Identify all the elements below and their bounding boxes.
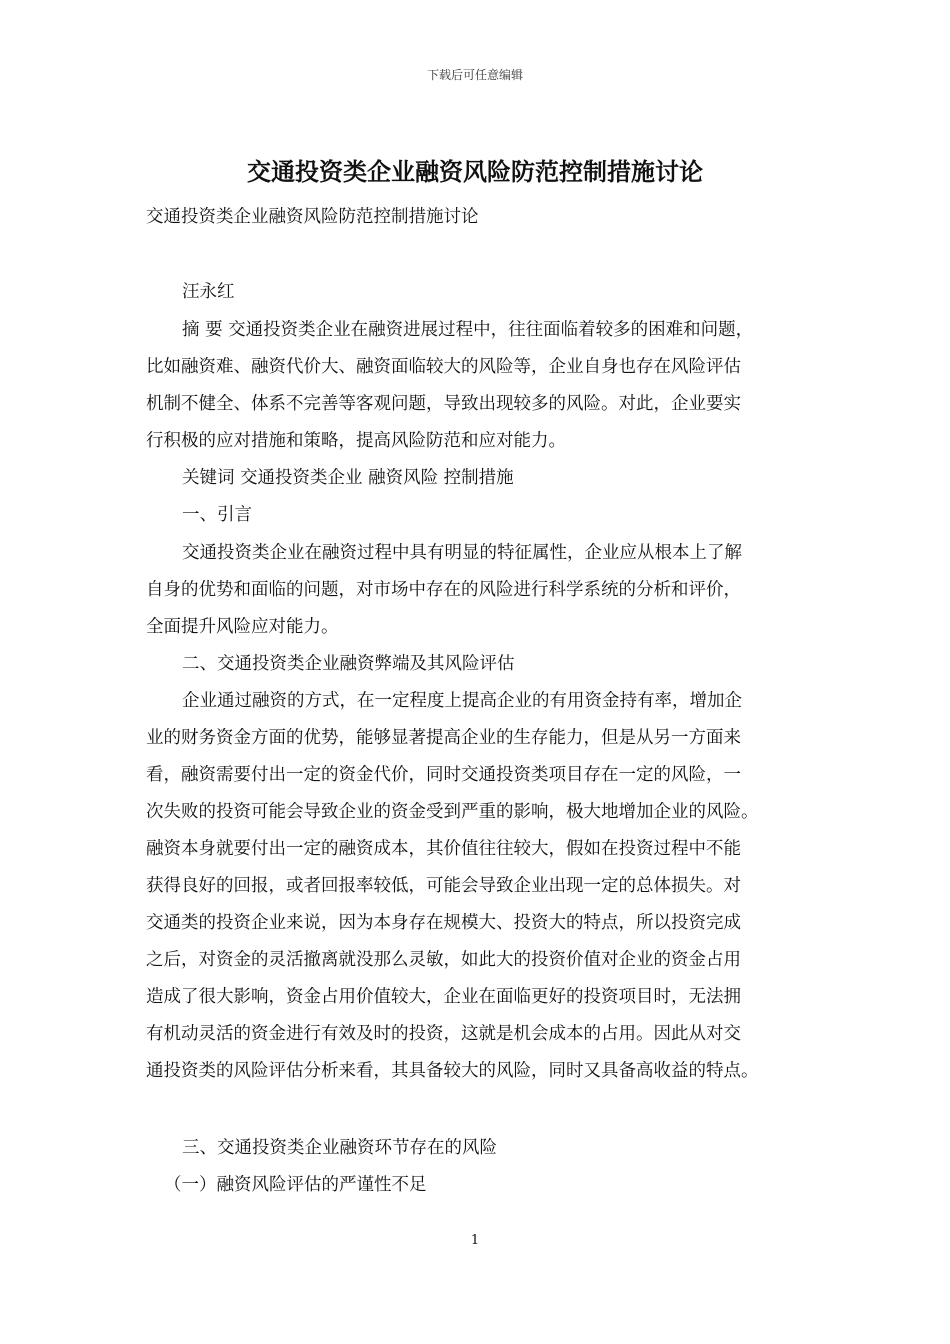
paragraph-line: 造成了很大影响，资金占用价值较大，企业在面临更好的投资项目时，无法拥: [146, 987, 741, 1007]
subsection-heading: （一）融资风险评估的严谨性不足: [164, 1175, 427, 1195]
paragraph-line: 交通投资类企业在融资过程中具有明显的特征属性，企业应从根本上了解: [182, 543, 742, 563]
abstract-line: 比如融资难、融资代价大、融资面临较大的风险等，企业自身也存在风险评估: [146, 357, 741, 377]
paragraph-line: 交通类的投资企业来说，因为本身存在规模大、投资大的特点，所以投资完成: [146, 913, 741, 933]
keywords: 关键词 交通投资类企业 融资风险 控制措施: [182, 468, 514, 488]
paragraph-line: 获得良好的回报，或者回报率较低，可能会导致企业出现一定的总体损失。对: [146, 876, 741, 896]
header-note: 下载后可任意编辑: [426, 68, 523, 82]
section-heading: 一、引言: [182, 505, 252, 525]
paragraph-line: 通投资类的风险评估分析来看，其具备较大的风险，同时又具备高收益的特点。: [146, 1061, 759, 1081]
subtitle: 交通投资类企业融资风险防范控制措施讨论: [146, 207, 479, 227]
paragraph-line: 有机动灵活的资金进行有效及时的投资，这就是机会成本的占用。因此从对交: [146, 1024, 741, 1044]
paragraph-line: 之后，对资金的灵活撤离就没那么灵敏，如此大的投资价值对企业的资金占用: [146, 950, 741, 970]
author: 汪永红: [182, 282, 235, 302]
paragraph-line: 看，融资需要付出一定的资金代价，同时交通投资类项目存在一定的风险，一: [146, 765, 741, 785]
abstract-line: 摘 要 交通投资类企业在融资进展过程中，往往面临着较多的困难和问题，: [182, 320, 754, 340]
paragraph-line: 业的财务资金方面的优势，能够显著提高企业的生存能力，但是从另一方面来: [146, 728, 741, 748]
abstract-line: 机制不健全、体系不完善等客观问题，导致出现较多的风险。对此，企业要实: [146, 394, 741, 414]
document-title: 交通投资类企业融资风险防范控制措施讨论: [247, 157, 703, 186]
paragraph-line: 次失败的投资可能会导致企业的资金受到严重的影响，极大地增加企业的风险。: [146, 802, 759, 822]
section-heading: 三、交通投资类企业融资环节存在的风险: [182, 1138, 497, 1158]
paragraph-line: 企业通过融资的方式，在一定程度上提高企业的有用资金持有率，增加企: [182, 691, 742, 711]
paragraph-line: 全面提升风险应对能力。: [146, 617, 339, 637]
section-heading: 二、交通投资类企业融资弊端及其风险评估: [182, 654, 515, 674]
paragraph-line: 自身的优势和面临的问题，对市场中存在的风险进行科学系统的分析和评价，: [146, 580, 741, 600]
page-number: 1: [470, 1233, 480, 1248]
paragraph-line: 融资本身就要付出一定的融资成本，其价值往往较大，假如在投资过程中不能: [146, 839, 741, 859]
abstract-line: 行积极的应对措施和策略，提高风险防范和应对能力。: [146, 431, 566, 451]
